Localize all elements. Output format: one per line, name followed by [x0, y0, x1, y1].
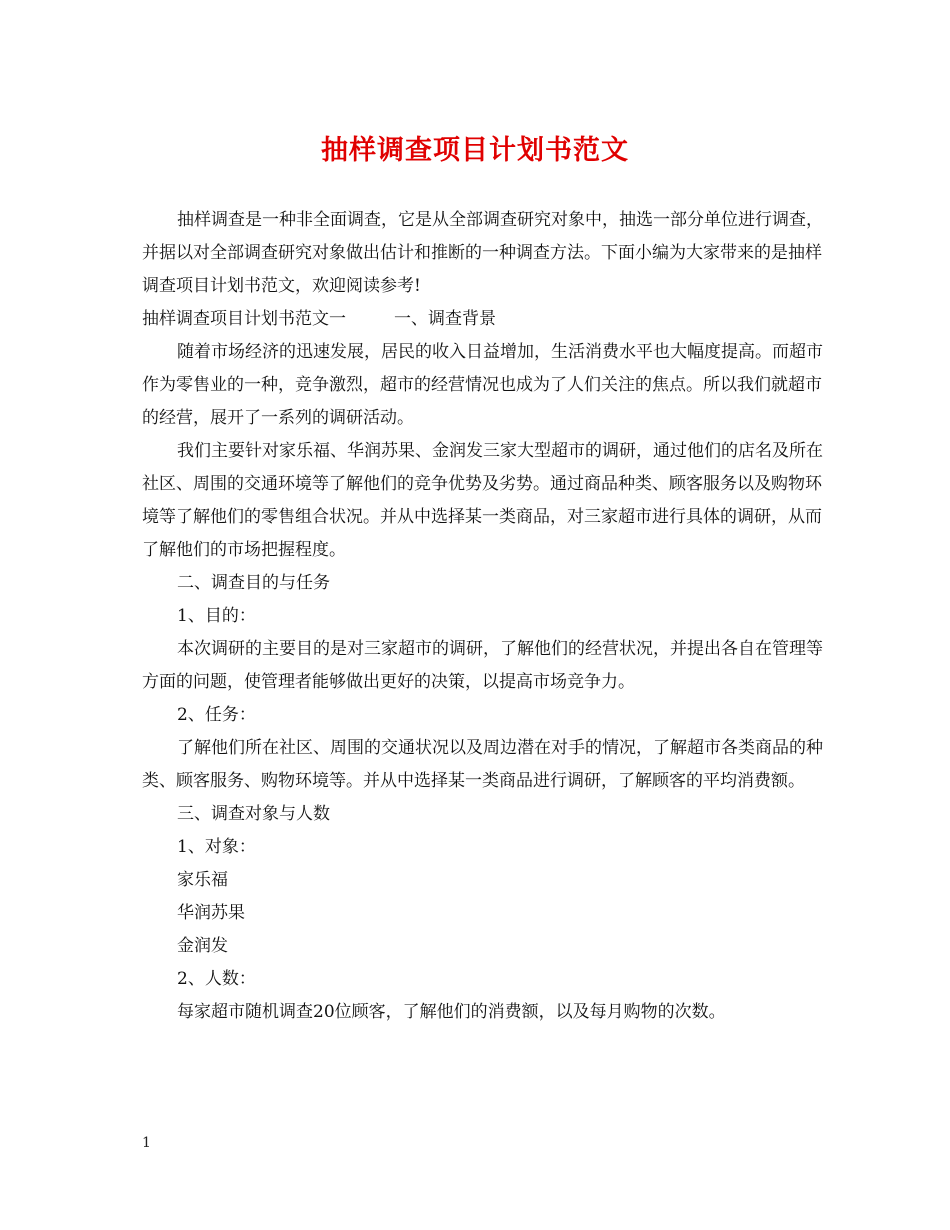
subsection-heading: 1、目的：	[177, 606, 256, 626]
list-item: 金润发	[177, 936, 228, 956]
sample-heading: 抽样调查项目计划书范文一	[142, 309, 346, 329]
body-paragraph: 随着市场经济的迅速发展，居民的收入日益增加，生活消费水平也大幅度提高。而超市作为零售业的一种，竞争激烈，超市的经营情况也成为了人们关注的焦点。所以我们就超市的经营，展开了一系列的调研活动。	[142, 342, 823, 428]
intro-paragraph: 抽样调查是一种非全面调查，它是从全部调查研究对象中，抽选一部分单位进行调查，并据以对全部调查研究对象做出估计和推断的一种调查方法。下面小编为大家带来的是抽样调查项目计划书范文，欢迎阅读参考!	[142, 210, 823, 296]
body-paragraph: 我们主要针对家乐福、华润苏果、金润发三家大型超市的调研，通过他们的店名及所在社区、周围的交通环境等了解他们的竞争优势及劣势。通过商品种类、顾客服务以及购物环境等了解他们的零售组合状况。并从中选择某一类商品，对三家超市进行具体的调研，从而了解他们的市场把握程度。	[142, 441, 823, 560]
body-paragraph: 每家超市随机调查20位顾客，了解他们的消费额，以及每月购物的次数。	[177, 1002, 726, 1022]
list-item: 华润苏果	[177, 903, 245, 923]
section-heading-line	[142, 303, 832, 336]
subsection-heading: 1、对象：	[177, 837, 256, 857]
section-heading: 一、调查背景	[394, 309, 496, 329]
section-heading: 二、调查目的与任务	[177, 573, 330, 593]
document-title: 抽样调查项目计划书范文	[321, 135, 629, 166]
list-item: 家乐福	[177, 870, 228, 890]
subsection-heading: 2、任务：	[177, 705, 256, 725]
subsection-heading: 2、人数：	[177, 969, 256, 989]
body-paragraph: 了解他们所在社区、周围的交通状况以及周边潜在对手的情况，了解超市各类商品的种类、顾客服务、购物环境等。并从中选择某一类商品进行调研，了解顾客的平均消费额。	[142, 738, 823, 791]
section-heading: 三、调查对象与人数	[177, 804, 330, 824]
body-paragraph: 本次调研的主要目的是对三家超市的调研，了解他们的经营状况，并提出各自在管理等方面的问题，使管理者能够做出更好的决策，以提高市场竞争力。	[142, 639, 823, 692]
document-body	[142, 204, 832, 1029]
page-number: 1	[142, 1135, 151, 1151]
